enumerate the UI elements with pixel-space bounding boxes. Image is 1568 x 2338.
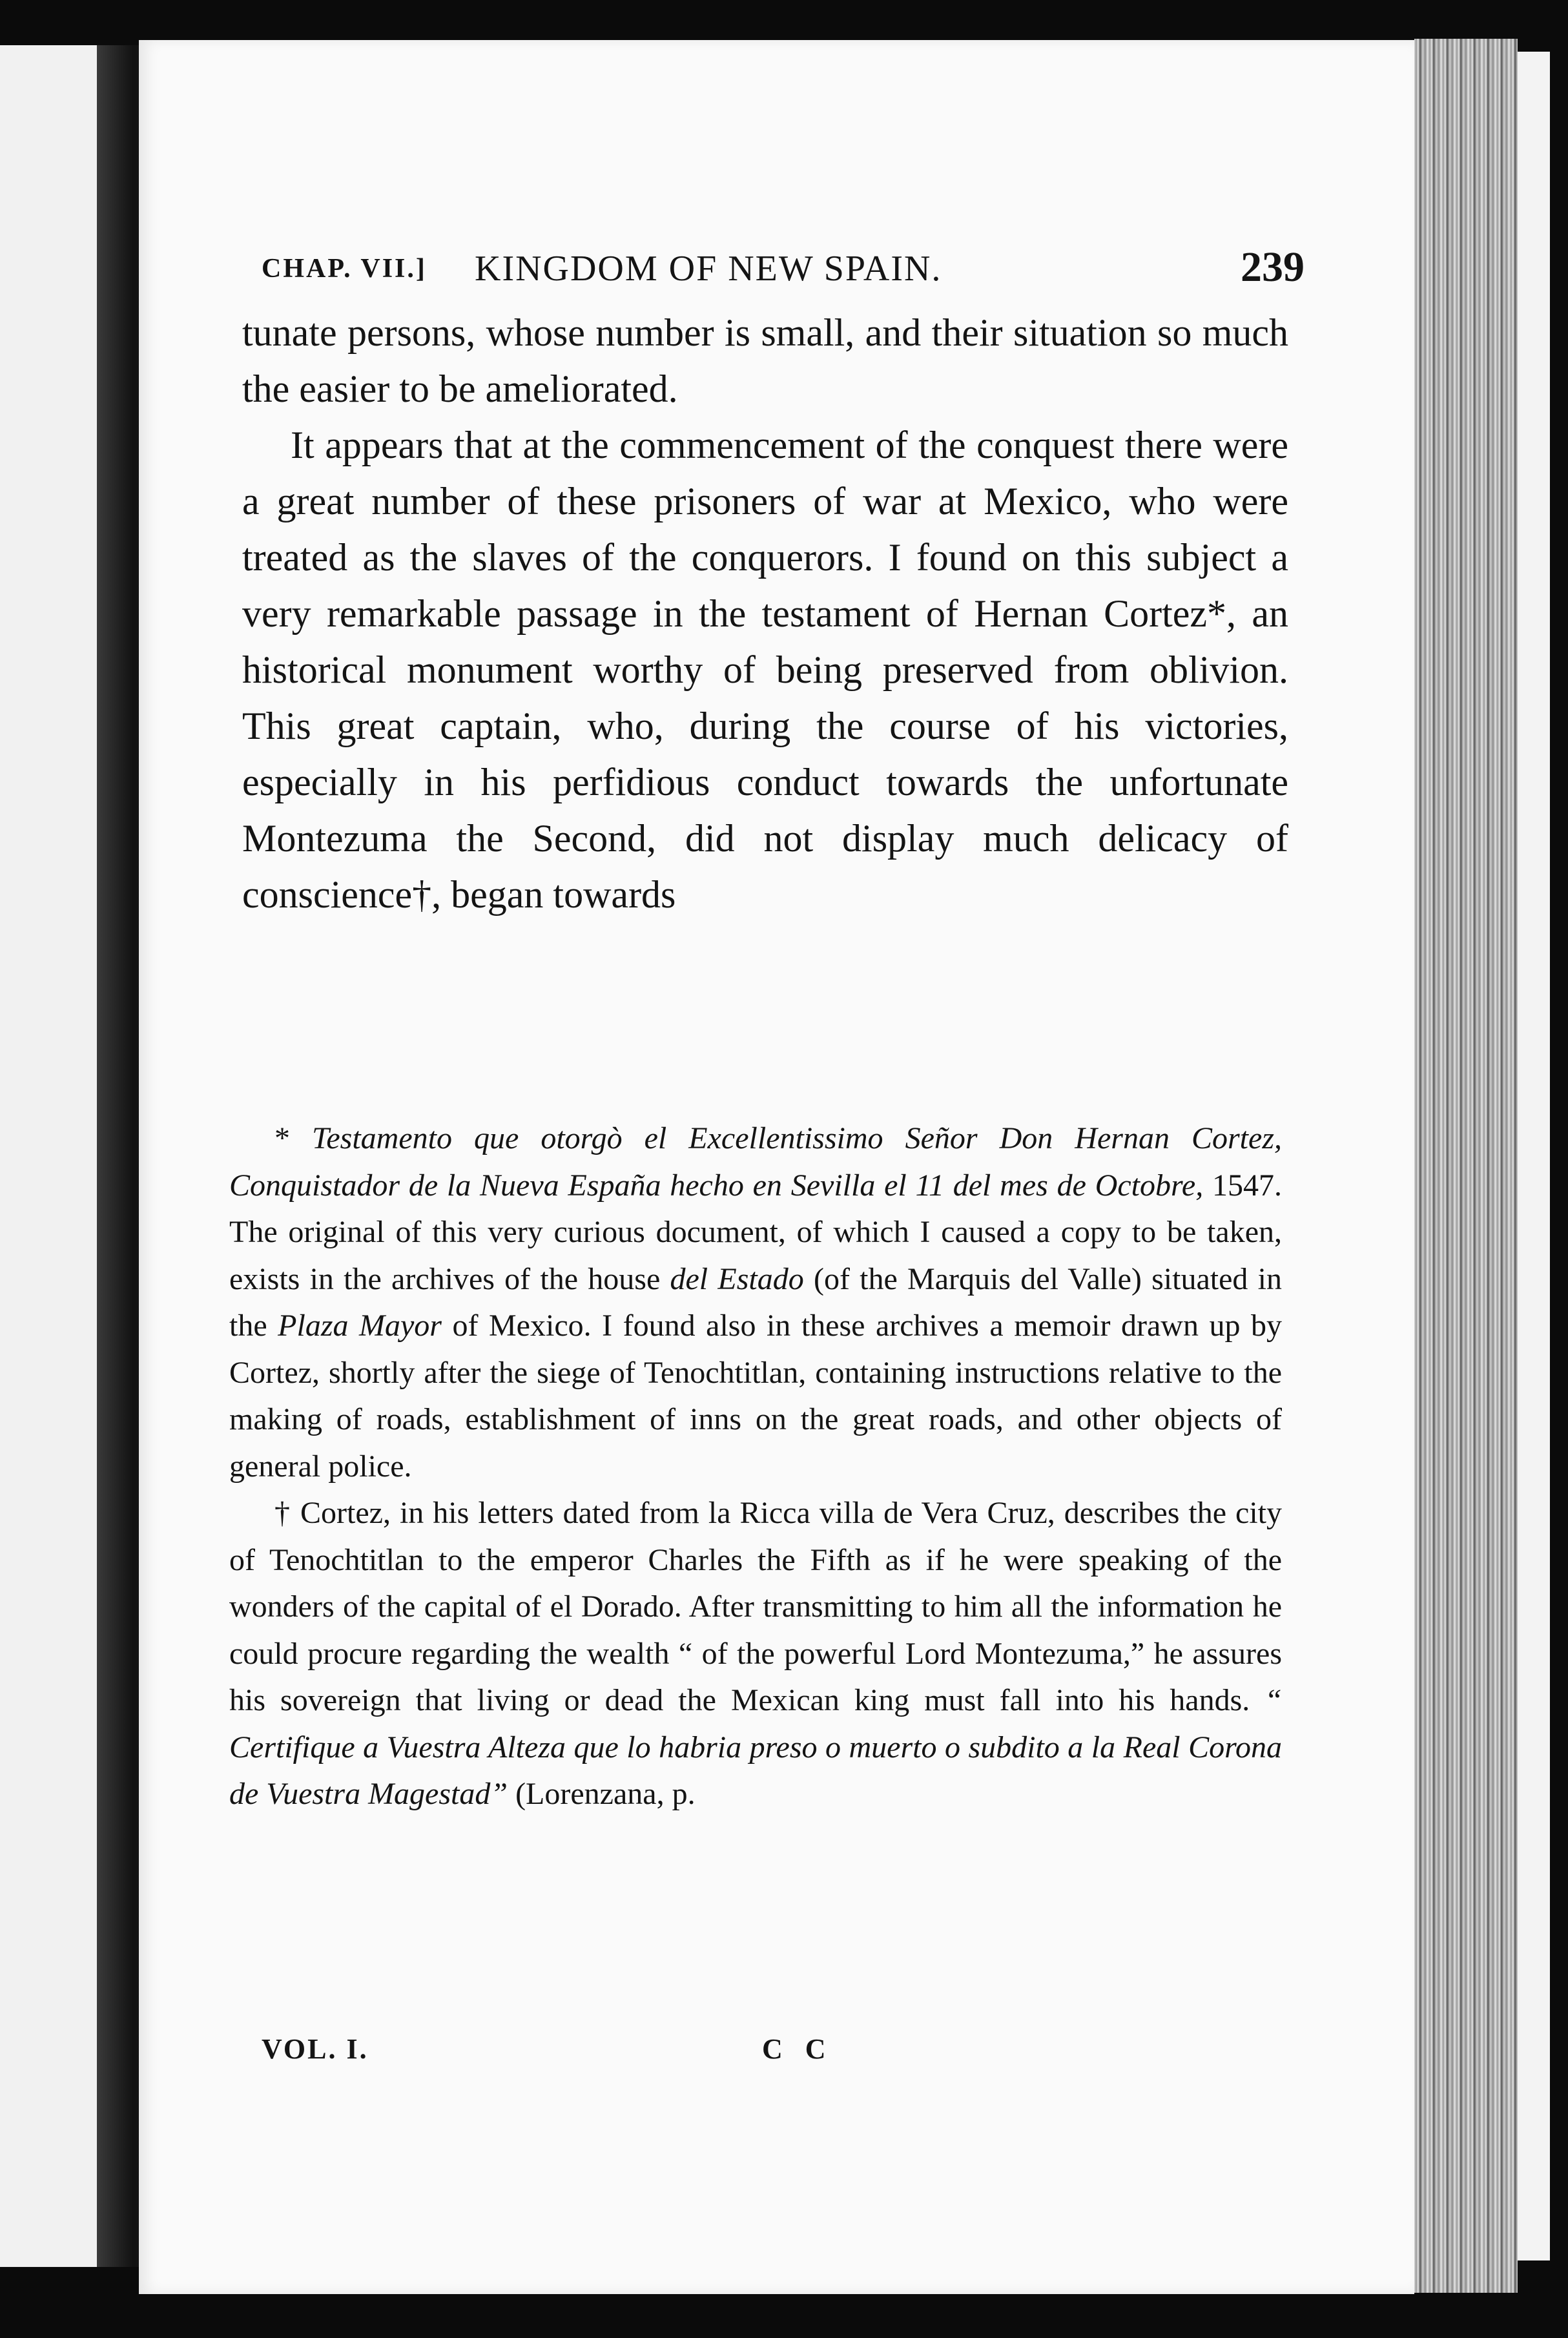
signature-line: [229, 2033, 1282, 2084]
signature-mark: C C: [762, 2033, 834, 2065]
footnote-text: (of the Marquis del Valle) situated in the: [229, 1261, 1282, 1343]
running-head: [262, 234, 1305, 311]
running-title: KINGDOM OF NEW SPAIN.: [475, 249, 942, 289]
book-page: [139, 40, 1414, 2294]
cover-edge: [1518, 52, 1550, 2260]
footnote-year: 1547.: [1203, 1168, 1283, 1203]
footnote-italic-term: Plaza Mayor: [278, 1309, 442, 1343]
volume-label: VOL. I.: [262, 2033, 369, 2065]
paragraph-continued: tunate persons, whose number is small, and their situation so much the easier to be ameliorated.: [242, 311, 1288, 410]
footnote-1: [229, 1115, 1282, 1490]
paragraph: It appears that at the commencement of the conquest there were a great number of these prisoners of war at Mexico, who were treated as the slaves of the conquerors. I found on this subject a very remarkable passage in the testament of Hernan Cortez*, an historical monument worthy of being preserved from oblivion. This great captain, who, during the course of his victories, especially in his perfidious conduct towards the unfortunate Montezuma the Second, did not display much delicacy of conscience†, began towards: [242, 424, 1288, 916]
footnote-text: of Mexico. I found also in these archives a memoir drawn up by Cortez, shortly after the siege of Tenochtitlan, containing instructions relative to the making of roads, establishment of inns on the great roads, and other objects of general police.: [229, 1309, 1283, 1484]
main-text: [242, 305, 1288, 923]
footnotes: [229, 1115, 1282, 1818]
footnote-text: † Cortez, in his letters dated from la Ricca villa de Vera Cruz, describes the city of Tenochtitlan to the emperor Charles the Fifth as if he were speaking of the wonders of the capital of el Dorado. After transmitting to him all the information he could procure regarding the wealth “ of the powerful Lord Montezuma,” he assures his sovereign that living or dead the Mexican king must fall into his hands.: [229, 1496, 1282, 1717]
page-edges: [1414, 39, 1518, 2293]
footnote-text: (Lorenzana, p.: [508, 1777, 696, 1811]
footnote-italic-quote: “ Certifique a Vuestra Alteza que lo habria preso o muerto o subdito a la Real Corona de Vuestra Magestad”: [229, 1683, 1282, 1811]
page-number: 239: [1241, 243, 1305, 291]
footnote-italic-term: del Estado: [670, 1261, 804, 1296]
footnote-marker: *: [274, 1121, 313, 1155]
facing-page-edge: [0, 45, 97, 2267]
footnote-text: The original of this very curious document, of which I caused a copy to be taken, exists in the archives of the house: [229, 1215, 1282, 1296]
chapter-label: CHAP. VII.]: [262, 254, 427, 284]
footnote-italic-title: Testamento que otorgò el Excellentissimo Señor Don Hernan Cortez, Conquistador de la Nueva España hecho en Sevilla el 11 del mes de Octobre,: [229, 1121, 1283, 1203]
footnote-2: [229, 1490, 1282, 1818]
